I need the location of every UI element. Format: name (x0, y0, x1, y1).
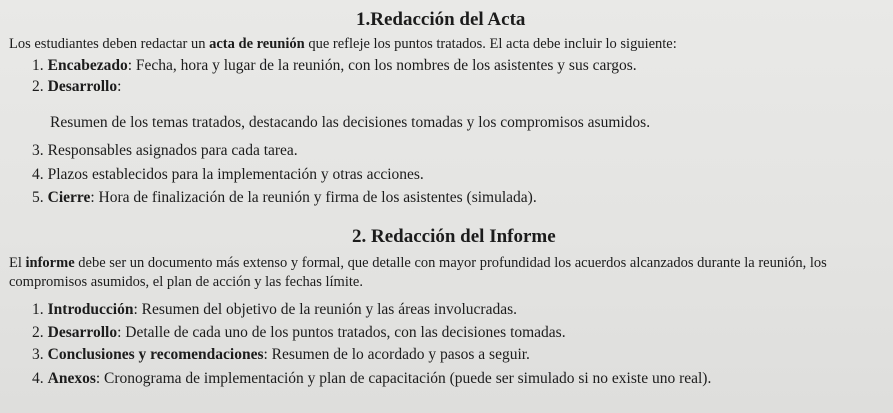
informe-item-num: 1. (32, 301, 44, 318)
informe-item-num: 4. (32, 370, 44, 387)
acta-intro (9, 35, 889, 54)
acta-item-label: Encabezado (47, 57, 128, 74)
acta-item-text: : Fecha, hora y lugar de la reunión, con los nombres de los asistentes y sus cargos. (127, 57, 637, 74)
informe-item-label: Desarrollo (47, 324, 118, 341)
acta-item-num: 5. (32, 189, 44, 206)
acta-item-5 (32, 189, 537, 207)
acta-intro-post: que refleje los puntos tratados. El acta debe incluir lo siguiente: (304, 36, 677, 52)
informe-item-text: : Resumen del objetivo de la reunión y las áreas involucradas. (133, 301, 517, 318)
acta-item-3 (32, 142, 298, 160)
informe-item-2 (32, 324, 566, 342)
informe-item-label: Conclusiones y recomendaciones (47, 346, 264, 363)
acta-item-num: 1. (32, 57, 44, 74)
informe-intro-pre: El (9, 255, 26, 271)
informe-item-num: 2. (32, 324, 44, 341)
acta-item-num: 3. (32, 142, 44, 159)
acta-title: 1.Redacción del Acta (356, 9, 526, 30)
acta-item-text: : (117, 78, 122, 95)
acta-item-2 (32, 78, 121, 96)
informe-title: 2. Redacción del Informe (352, 226, 556, 247)
informe-item-label: Anexos (47, 370, 96, 387)
acta-intro-pre: Los estudiantes deben redactar un (9, 36, 210, 52)
informe-item-text: : Resumen de lo acordado y pasos a seguir. (263, 346, 530, 363)
acta-item-text: Resumen de los temas tratados, destacando las decisiones tomadas y los compromisos asumidos. (50, 114, 651, 131)
acta-item-4 (32, 166, 424, 184)
informe-intro-post: debe ser un documento más extenso y formal, que detalle con mayor profundidad los acuerdos alcanzados durante la reunión, los compromisos asumidos, el plan de acción y las fechas límite. (9, 255, 827, 290)
informe-item-3 (32, 346, 530, 364)
acta-item-num: 2. (32, 78, 44, 95)
acta-item-text: Responsables asignados para cada tarea. (47, 142, 298, 159)
informe-item-text: : Cronograma de implementación y plan de capacitación (puede ser simulado si no existe uno real). (95, 370, 712, 387)
informe-intro (9, 254, 879, 292)
acta-item-label: Cierre (47, 189, 91, 206)
informe-item-4 (32, 370, 711, 388)
acta-item-label: Desarrollo (47, 78, 118, 95)
informe-item-num: 3. (32, 346, 44, 363)
acta-intro-bold: acta de reunión (209, 36, 305, 52)
acta-item-2-detail (50, 114, 650, 132)
informe-intro-bold: informe (25, 255, 75, 271)
acta-item-num: 4. (32, 166, 44, 183)
acta-item-1 (32, 57, 637, 75)
informe-item-label: Introducción (47, 301, 134, 318)
informe-item-text: : Detalle de cada uno de los puntos tratados, con las decisiones tomadas. (117, 324, 566, 341)
informe-item-1 (32, 301, 517, 319)
acta-item-text: : Hora de finalización de la reunión y firma de los asistentes (simulada). (90, 189, 537, 206)
acta-item-text: Plazos establecidos para la implementación y otras acciones. (47, 166, 424, 183)
